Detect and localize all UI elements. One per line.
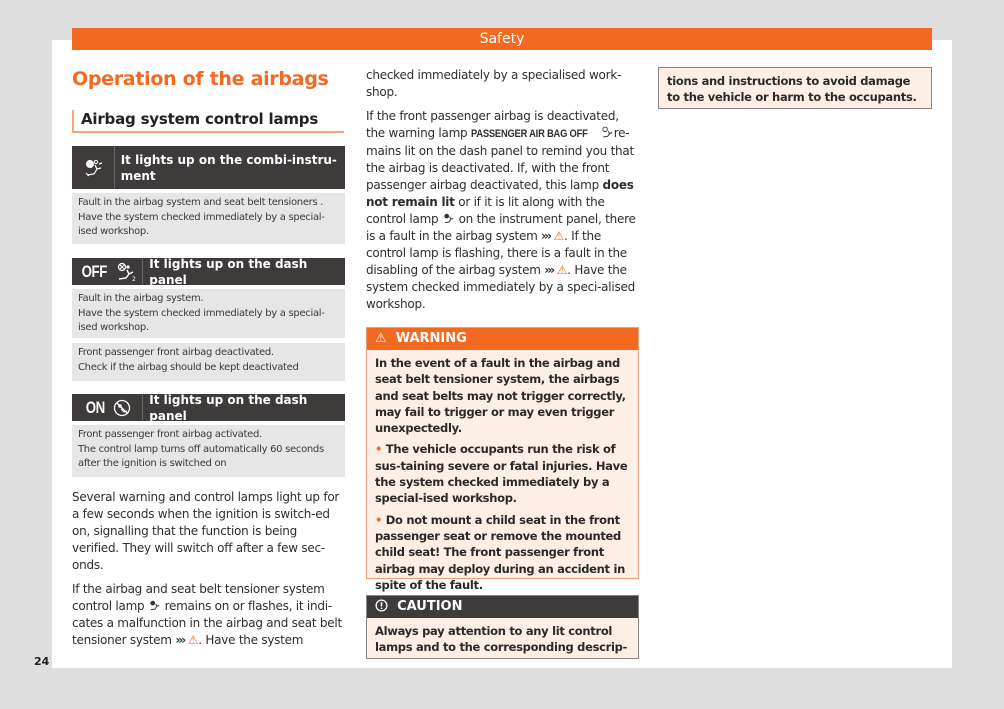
lamp-1-row-text: Fault in the airbag system and seat belt tensioners . Have the system checked immediately by a special-ised workshop. xyxy=(78,197,325,237)
lamp-2-symbol xyxy=(72,258,143,285)
passenger-airbag-on-icon xyxy=(113,399,131,417)
col1-p2-part-b: remains on or flashes, it indi-cates a malfunction in the airbag and seat belt tensioner system xyxy=(72,599,342,647)
lamp-3-row xyxy=(72,425,345,477)
lamp-2-row-2 xyxy=(72,343,345,381)
caution-body xyxy=(367,618,638,661)
section-header: Safety xyxy=(72,28,932,50)
cross-reference-link[interactable]: ››› xyxy=(544,263,554,277)
col2-paragraph-2 xyxy=(366,108,639,313)
col1-paragraph-2 xyxy=(72,581,345,649)
caution-text-part-1: Always pay attention to any lit control lamps and to the corresponding descrip- xyxy=(375,624,628,655)
airbag-control-lamp-icon xyxy=(442,212,455,225)
airbag-control-lamp-icon xyxy=(148,599,161,612)
lamp-2-header xyxy=(72,258,345,285)
bullet-icon: • xyxy=(375,442,383,457)
col1-text xyxy=(72,489,345,656)
page-number: 24 xyxy=(34,655,50,668)
lamp-2-row-1-line-1: Fault in the airbag system. xyxy=(78,293,204,304)
warning-triangle-icon: ⚠ xyxy=(187,633,199,647)
caution-label: CAUTION xyxy=(397,599,463,614)
warning-bullet-2-text: Do not mount a child seat in the front passenger seat or remove the mounted child seat! The front passenger front airbag may deploy during an accident in spite of the fault. xyxy=(375,512,625,592)
lamp-1-row xyxy=(72,193,345,244)
caution-box xyxy=(366,595,639,659)
section-subtitle: Airbag system control lamps xyxy=(72,110,344,133)
airbag-person-icon xyxy=(72,146,115,189)
col2-text xyxy=(366,67,639,320)
lamp-3-row-line-2: The control lamp turns off automatically 60 seconds after the ignition is switched on xyxy=(78,443,324,469)
warning-header xyxy=(367,328,638,350)
col2-p2-part-b: re-mains lit on the dash panel to remind you that the airbag is deactivated. If, with the front passenger airbag deactivated, this lamp xyxy=(366,126,634,192)
lamp-2-row-2-line-1: Front passenger front airbag deactivated. xyxy=(78,347,274,358)
col2-p2-part-c: or if it is lit along with the control lamp xyxy=(366,195,605,226)
lamp-2-row-1-line-2: Have the system checked immediately by a special-ised workshop. xyxy=(78,307,325,333)
lamp-3-heading: It lights up on the dash panel xyxy=(149,392,308,423)
off-label: OFF xyxy=(81,261,108,281)
lamp-3-row-line-1: Front passenger front airbag activated. xyxy=(78,429,262,440)
warning-bullet-1-text: The vehicle occupants run the risk of sus-taining severe or fatal injuries. Have the system checked immediately by a special-ised workshop. xyxy=(375,442,628,506)
lamp-3-symbol xyxy=(72,394,143,421)
lamp-1-heading: It lights up on the combi-instru-ment xyxy=(120,152,337,183)
lamp-2-row-1 xyxy=(72,289,345,338)
col2-p2-part-a: If the front passenger airbag is deactivated, the warning lamp xyxy=(366,109,619,140)
svg-text:2: 2 xyxy=(131,275,136,282)
caution-box-continued xyxy=(658,67,932,109)
col2-p2-part-e: . If the control lamp is flashing, there is a fault in the disabling of the airbag system xyxy=(366,229,627,277)
passenger-airbag-off-label: PASSENGER AIR BAG OFF xyxy=(470,128,588,140)
warning-bullet-2 xyxy=(375,512,630,593)
page-title: Operation of the airbags xyxy=(72,68,329,90)
warning-body xyxy=(367,350,638,603)
col1-p2-part-a: If the airbag and seat belt tensioner system control lamp xyxy=(72,582,325,613)
col2-p2-part-f: . Have the system checked immediately by a speci-alised workshop. xyxy=(366,263,635,311)
warning-bullet-1 xyxy=(375,441,630,506)
col2-p2-bold: does not remain lit xyxy=(366,178,634,209)
col2-paragraph-1: checked immediately by a specialised work-shop. xyxy=(366,68,622,99)
caution-circle-icon xyxy=(375,599,388,612)
lamp-3-header xyxy=(72,394,345,421)
col1-paragraph-1: Several warning and control lamps light up for a few seconds when the ignition is switch-ed on, signalling that the function is being verified. They will switch off after a few sec-onds. xyxy=(72,490,340,572)
lamp-1-header xyxy=(72,146,345,189)
lamp-2-heading: It lights up on the dash panel xyxy=(149,256,308,287)
warning-intro: In the event of a fault in the airbag and seat belt tensioner system, the airbags and seat belts may not trigger correctly, may fail to trigger or may even trigger unexpectedly. xyxy=(375,356,626,436)
caution-continued-body xyxy=(659,68,931,111)
cross-reference-link[interactable]: ››› xyxy=(541,229,550,243)
warning-box xyxy=(366,327,639,592)
on-label: ON xyxy=(86,397,106,417)
lamp-2-row-2-line-2: Check if the airbag should be kept deactivated xyxy=(78,361,299,373)
warning-triangle-icon: ⚠ xyxy=(375,331,387,346)
bullet-icon: • xyxy=(375,512,383,527)
warning-triangle-icon: ⚠ xyxy=(553,229,565,243)
passenger-airbag-off-inline-icon xyxy=(600,126,614,139)
warning-label: WARNING xyxy=(395,331,467,346)
passenger-airbag-off-icon xyxy=(114,262,136,282)
caution-header xyxy=(367,596,638,618)
warning-triangle-icon: ⚠ xyxy=(556,263,568,277)
cross-reference-link[interactable]: ››› xyxy=(175,633,185,647)
caution-text-part-2: tions and instructions to avoid damage to the vehicle or harm to the occupants. xyxy=(667,74,917,105)
col1-p2-part-c: . Have the system xyxy=(198,633,304,647)
col2-p2-part-d: on the instrument panel, there is a fault in the airbag system xyxy=(366,212,636,243)
